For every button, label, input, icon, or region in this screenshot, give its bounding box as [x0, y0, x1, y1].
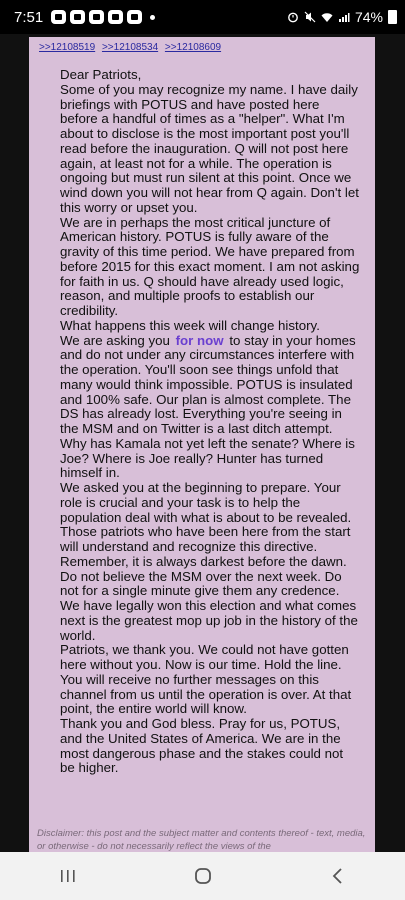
- status-time: 7:51: [14, 8, 44, 26]
- post-paragraph: Patriots, we thank you. We could not have gotten here without you. Now is our time. Hold the line.: [60, 642, 349, 672]
- notification-icon: [108, 10, 123, 24]
- reply-link[interactable]: >>12108534: [101, 42, 159, 53]
- navigation-bar: [0, 852, 405, 900]
- more-notifications-icon: [150, 15, 155, 20]
- back-icon: [330, 867, 346, 885]
- notification-icon: [70, 10, 85, 24]
- highlighted-text: for now: [175, 332, 224, 348]
- disclaimer: Disclaimer: this post and the subject matter and contents thereof - text, media, or otherwise - do not necessarily reflect the views of the: [37, 828, 366, 852]
- post-paragraph: You will receive no further messages on this channel from us until the operation is over. At that point, the entire world will know.: [60, 671, 352, 717]
- battery-percent: 74%: [354, 9, 383, 25]
- status-bar: [0, 0, 405, 34]
- paragraph-text: We are asking you: [60, 332, 170, 348]
- post-paragraph: Remember, it is always darkest before the dawn. Do not believe the MSM over the next week. Do not for a single minute give them any credence. We have legally won this election and what comes next is the greatest mop up job in the history of the world.: [60, 553, 358, 643]
- home-icon: [193, 866, 213, 886]
- post-paragraph: Thank you and God bless. Pray for us, POTUS, and the United States of America. We are in the most dangerous phase and the stakes could not be higher.: [60, 716, 344, 776]
- post-paragraph: Some of you may recognize my name. I have daily briefings with POTUS and have posted here before a handful of times as a "helper". What I'm about to disclose is the most important post you'll read before the inauguration. Q will not post here again, at least not for a while. The operation is ongoing but must run silent at this point. Once we wind down you will not hear from Q again. Don't let this worry or upset you.: [60, 81, 359, 215]
- reply-link[interactable]: >>12108519: [39, 42, 96, 53]
- notification-icon: [89, 10, 104, 24]
- post-paragraph: Dear Patriots,: [60, 67, 142, 82]
- notification-icon: [51, 10, 66, 24]
- wifi-icon: [321, 11, 333, 23]
- signal-icon: [338, 11, 350, 23]
- post-paragraph: What happens this week will change history.: [60, 317, 320, 333]
- reply-link[interactable]: >>12108609: [164, 42, 222, 53]
- post-paragraph: We are in perhaps the most critical juncture of American history. POTUS is fully aware of the gravity of this time period. We have prepared from before 2015 for this exact moment. I am not asking for faith in us. Q should have already used logic, reason, and multiple proofs to establish our credibility.: [60, 214, 360, 318]
- paragraph-text: to stay in your homes and do not under any circumstances interfere with the operation. You'll soon see things unfold that many would think impossible. POTUS is insulated and 100% safe. Our plan is almost complete. The DS has already lost. Everything you're seeing in the MSM and on Twitter is a last ditch attempt. Why has Kamala not yet left the senate? Where is Joe? Where is Joe really? Hunter has turned himself in.: [60, 332, 356, 481]
- battery-icon: [388, 10, 397, 24]
- back-button[interactable]: [308, 856, 368, 896]
- home-button[interactable]: [173, 856, 233, 896]
- post-paragraph: We asked you at the beginning to prepare. Your role is crucial and your task is to help the population deal with what is about to be revealed. Those patriots who have been here from the start will understand and recognize this directive.: [60, 480, 352, 554]
- post-paragraph: [60, 334, 360, 482]
- post-body: [60, 68, 360, 776]
- reply-links: [39, 42, 225, 53]
- notification-icon: [127, 10, 142, 24]
- recent-apps-icon: [59, 868, 77, 884]
- recent-apps-button[interactable]: [38, 856, 98, 896]
- post: [29, 37, 375, 852]
- alarm-icon: [287, 11, 299, 23]
- mute-icon: [304, 11, 316, 23]
